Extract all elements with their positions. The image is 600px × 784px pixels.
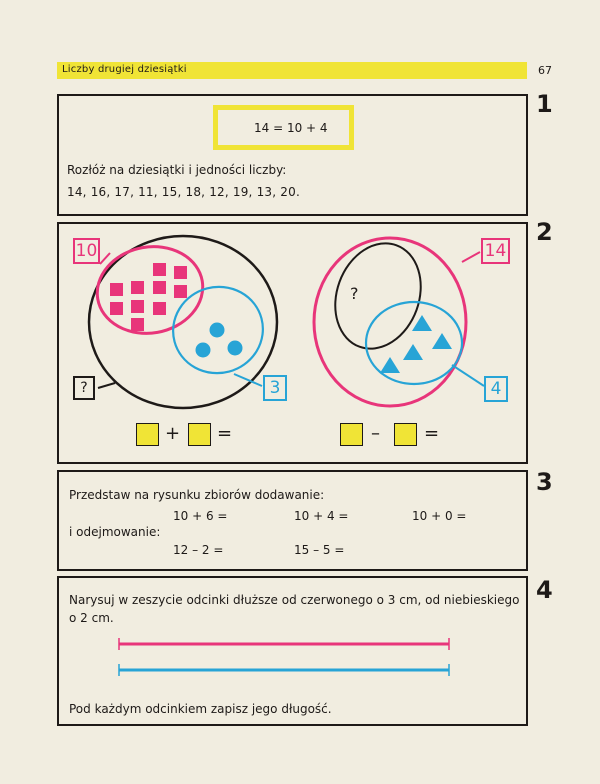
- sub-item-1: 12 – 2 =: [173, 543, 224, 557]
- exercise-2-number: 2: [536, 218, 553, 246]
- exercise-4-instruction-line-1: Narysuj w zeszycie odcinki dłuższe od czerwonego o 3 cm, od niebieskiego: [69, 593, 520, 607]
- exercise-4-footer: Pod każdym odcinkiem zapisz jego długość.: [69, 702, 332, 716]
- left-set-count-label: 10: [73, 238, 100, 264]
- minus-sign: –: [371, 423, 380, 444]
- plus-sign: +: [165, 423, 181, 444]
- right-unknown-label: ?: [350, 284, 359, 303]
- exercise-1-numbers: 14, 16, 17, 11, 15, 18, 12, 19, 13, 20.: [67, 185, 300, 199]
- exercise-1-number: 1: [536, 90, 553, 118]
- add-item-2: 10 + 4 =: [294, 509, 349, 523]
- add-item-3: 10 + 0 =: [412, 509, 467, 523]
- exercise-4-instruction-line-2: o 2 cm.: [69, 611, 114, 625]
- left-equals-sign: =: [217, 423, 233, 444]
- exercise-3-instruction-sub: i odejmowanie:: [69, 525, 161, 539]
- right-equals-sign: =: [424, 423, 440, 444]
- exercise-4-number: 4: [536, 576, 553, 604]
- equation: 14 = 10 + 4: [254, 121, 328, 135]
- right-set-count-label: 14: [481, 238, 510, 264]
- exercise-3-instruction-add: Przedstaw na rysunku zbiorów dodawanie:: [69, 488, 325, 502]
- left-subset-count-label: 3: [263, 375, 287, 401]
- sub-item-2: 15 – 5 =: [294, 543, 345, 557]
- page-number: 67: [538, 64, 552, 77]
- exercise-3-number: 3: [536, 468, 553, 496]
- right-subset-count-label: 4: [484, 376, 508, 402]
- exercise-1-instruction: Rozłóż na dziesiątki i jedności liczby:: [67, 163, 287, 177]
- chapter-title: Liczby drugiej dziesiątki: [62, 64, 187, 75]
- left-unknown-label: ?: [73, 376, 95, 400]
- add-item-1: 10 + 6 =: [173, 509, 228, 523]
